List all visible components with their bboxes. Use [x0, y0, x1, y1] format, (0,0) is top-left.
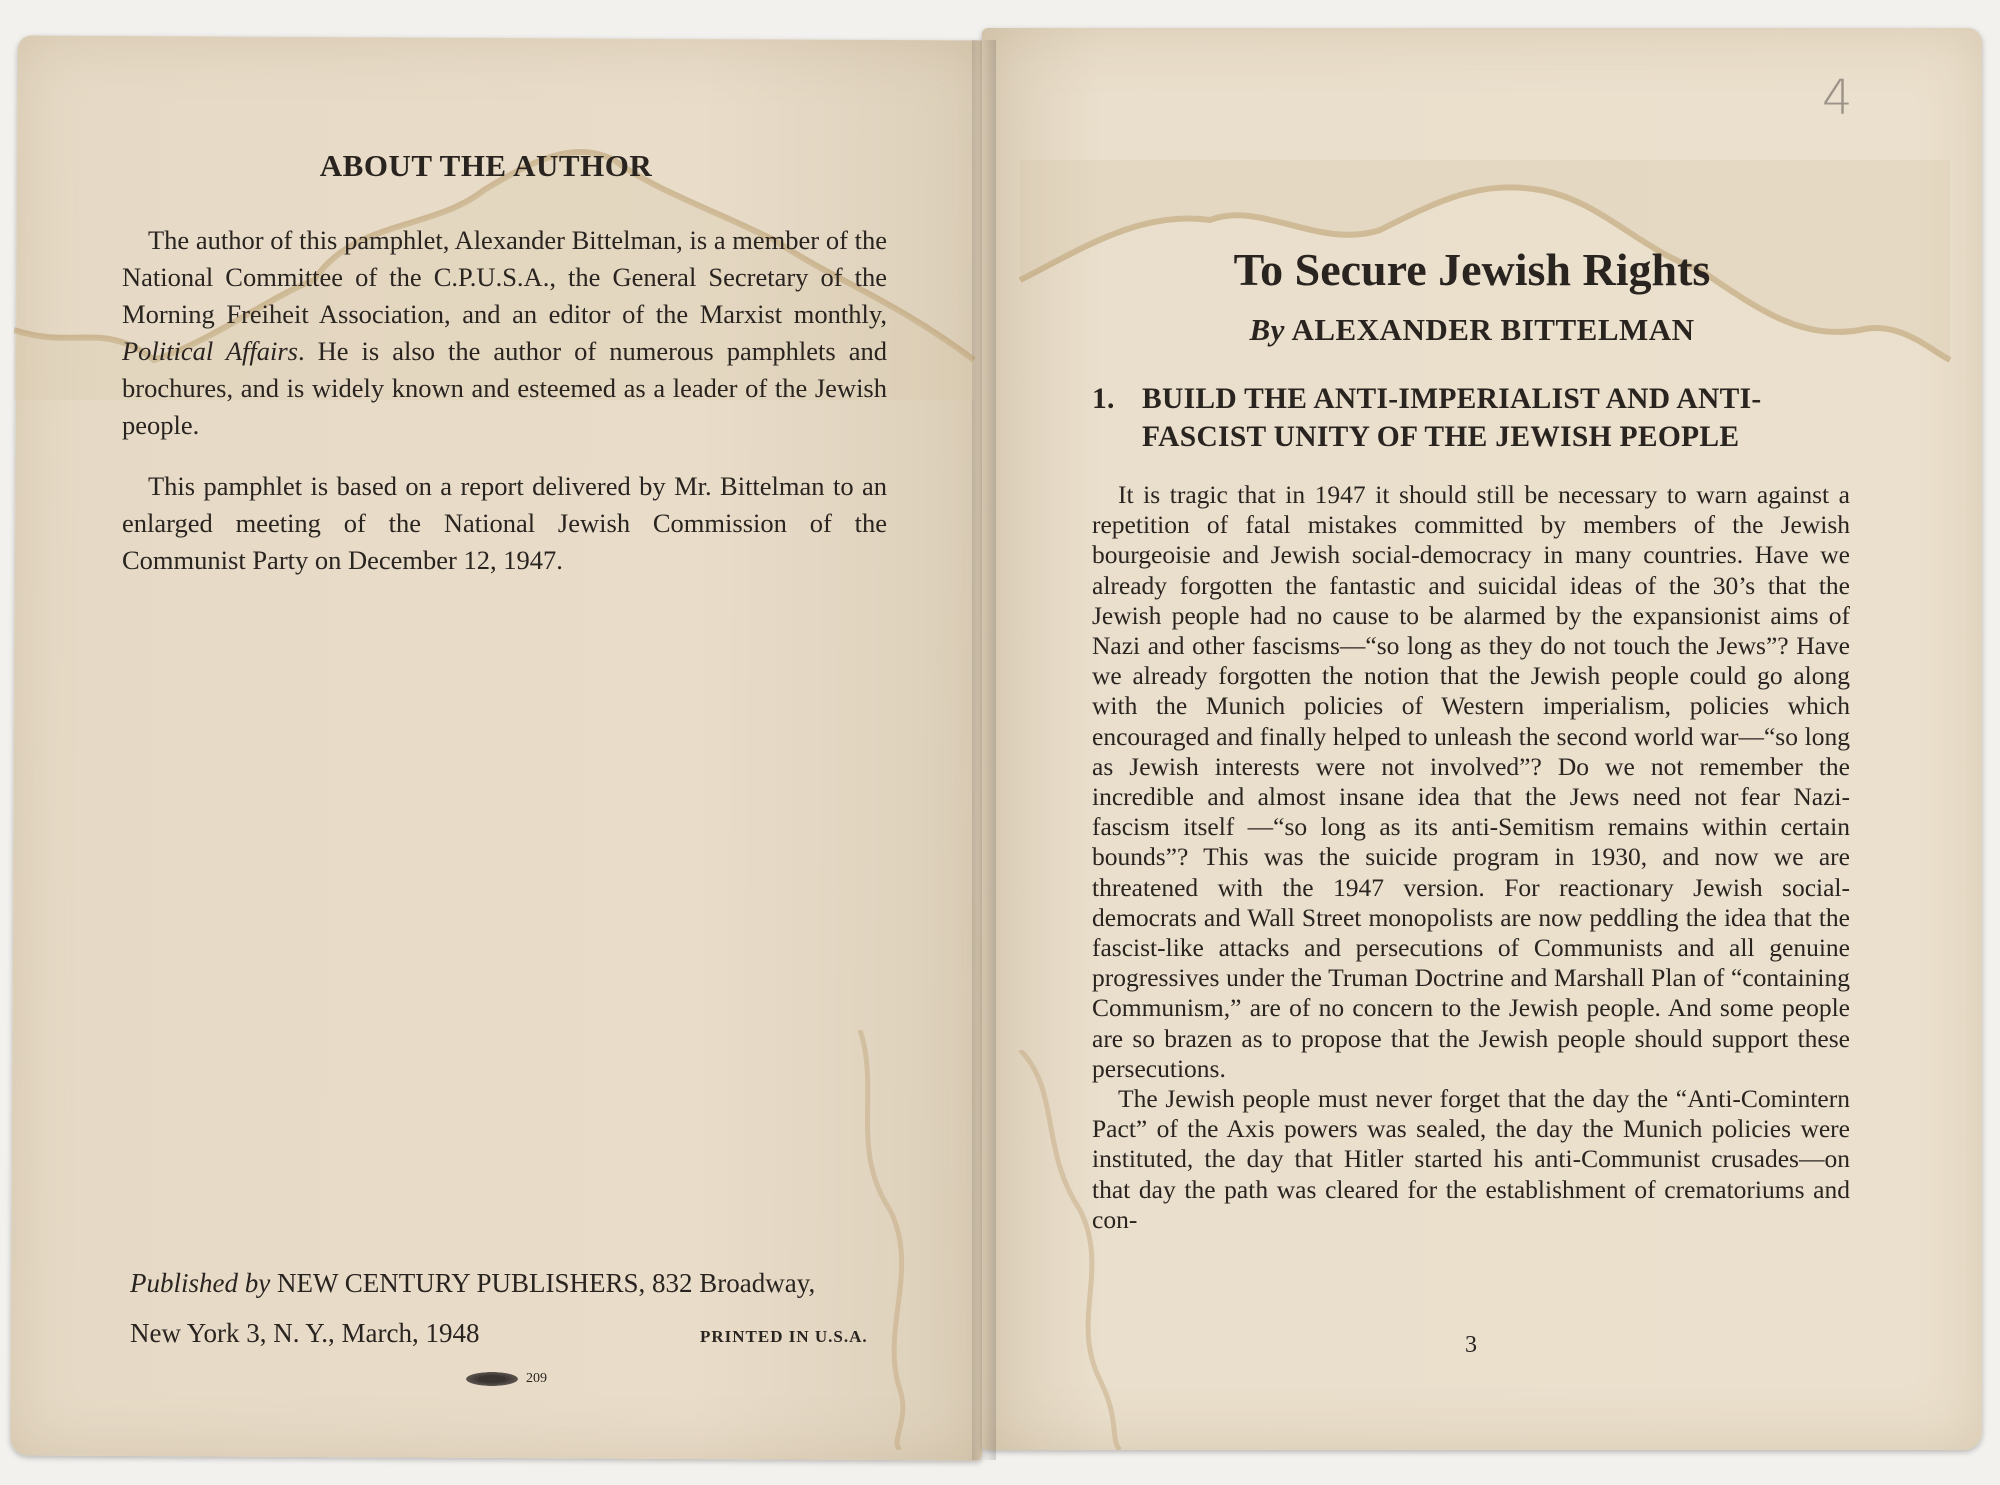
printed-in-usa: PRINTED IN U.S.A.: [700, 1327, 868, 1346]
section-number: 1.: [1092, 383, 1115, 415]
pamphlet-title: To Secure Jewish Rights: [1233, 244, 1711, 295]
about-author-paragraph-1: [122, 222, 887, 444]
about-author-heading: ABOUT THE AUTHOR: [319, 148, 653, 183]
publisher-name: NEW CENTURY PUBLISHERS, 832 Broadway,: [270, 1268, 816, 1298]
section-heading-line-1: BUILD THE ANTI-IMPERIALIST AND ANTI-: [1142, 383, 1762, 415]
body-paragraph-2: The Jewish people must never forget that the day the “Anti-Comintern Pact” of the Axis powers was sealed, the day the Munich policies were instituted, the day that Hitler started his anti-Communist crusades—on that day the path was cleared for the establishment of crematoriums and con-: [1092, 1084, 1850, 1234]
union-label-icon: [462, 1371, 522, 1387]
union-bug-number: 209: [526, 1371, 547, 1386]
body-paragraph-1: It is tragic that in 1947 it should still be necessary to warn against a repetition of fatal mistakes committed by members of the Jewish bourgeoisie and Jewish social-democracy in many countries. Have we already forgotten the fantastic and suicidal ideas of the 30’s that the Jewish people had no cause to be alarmed by the expansionist aims of Nazi and other fascisms—“so long as they do not touch the Jews”? Have we already forgotten the notion that the Jewish people could go along with the Munich policies of Western imperialism, policies which encouraged and finally helped to unleash the second world war—“so long as Jewish interests were not involved”? Do we not remember the incredible and almost insane idea that the Jews need not fear Nazi-fascism itself —“so long as its anti-Semitism remains within certain bounds”? This was the suicide program in 1930, and now we are threatened with the 1947 version. For reactionary Jewish social-democrats and Wall Street monopolists are now peddling the idea that the fascist-like attacks and persecutions of Communists and all genuine progressives under the Truman Doctrine and Marshall Plan of “containing Communism,” are of no concern to the Jewish people. And some people are so brazen as to propose that the Jewish people should support these persecutions.: [1092, 480, 1850, 1083]
journal-title: Political Affairs: [122, 336, 298, 366]
published-by-label: Published by: [130, 1268, 271, 1298]
about-author-paragraph-2: This pamphlet is based on a report delivered by Mr. Bittelman to an enlarged meeting of the National Jewish Commission of the Communist Party on December 12, 1947.: [122, 471, 887, 575]
about-text-part-1: The author of this pamphlet, Alexander Bittelman, is a member of the National Committee of the C.P.U.S.A., the General Secretary of the Morning Freiheit Association, and an editor of the Marxist monthly,: [122, 225, 887, 329]
about-text-part-2: . He is also the author of numerous pamphlets and brochures, and is widely known and esteemed as a leader of the Jewish people.: [122, 336, 887, 440]
handwritten-page-mark: 4: [1822, 70, 1853, 126]
body-text: [1092, 480, 1850, 1235]
section-heading-line-2: FASCIST UNITY OF THE JEWISH PEOPLE: [1142, 421, 1740, 453]
publisher-line-2: New York 3, N. Y., March, 1948: [130, 1318, 480, 1348]
union-bug: [462, 1371, 547, 1387]
page-number: 3: [1465, 1332, 1477, 1358]
section-heading: [1092, 380, 1852, 456]
byline: [982, 312, 1962, 348]
byline-by: By: [1249, 312, 1285, 347]
publisher-line-1: [130, 1268, 890, 1299]
byline-author: ALEXANDER BITTELMAN: [1284, 312, 1695, 347]
